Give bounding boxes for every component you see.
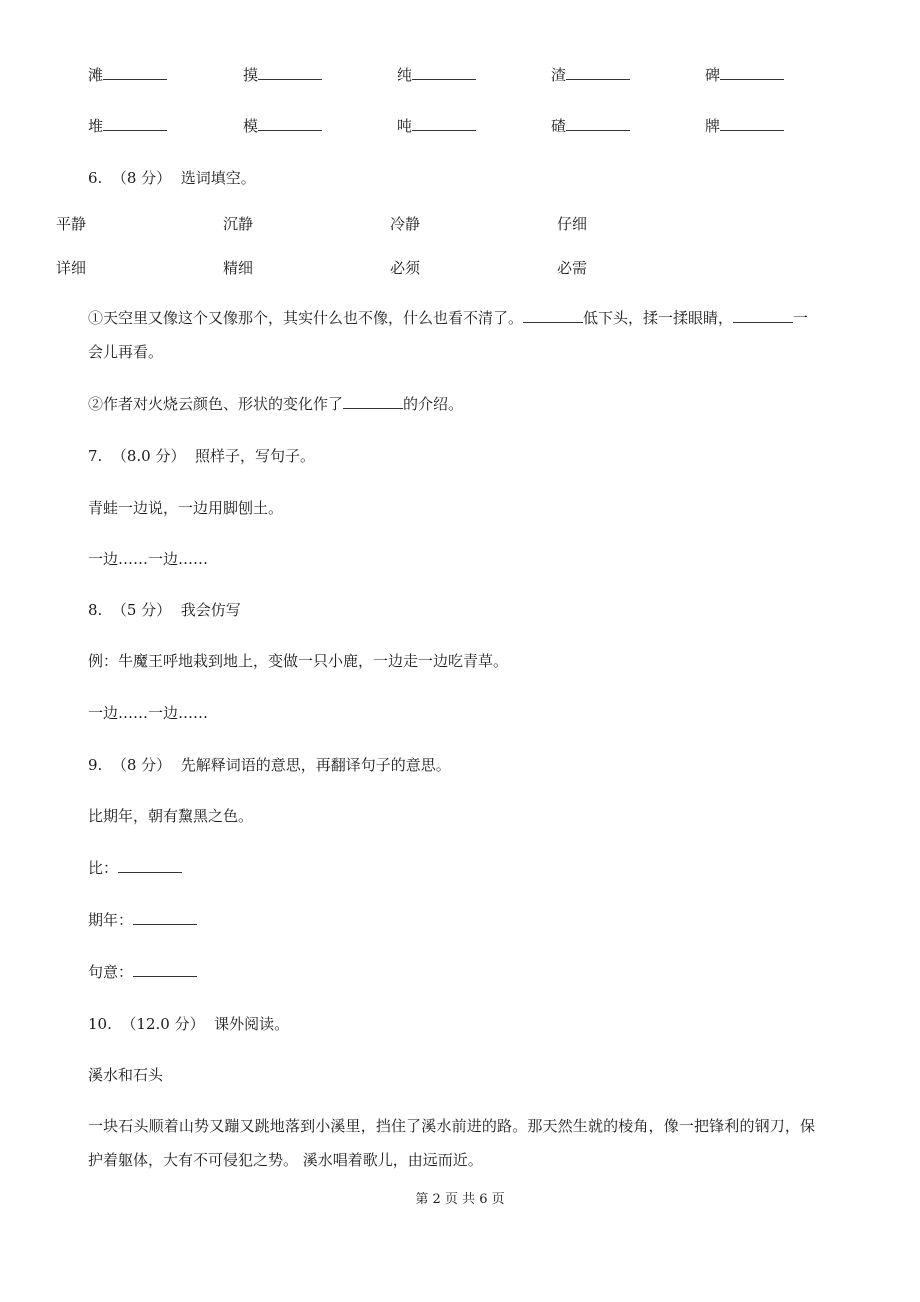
answer-blank[interactable] <box>258 65 322 80</box>
question-title: 先解释词语的意思，再翻译句子的意思。 <box>180 756 451 774</box>
q6-sentence-2 <box>88 394 463 414</box>
char: 渣 <box>551 66 567 84</box>
question-number: 6. <box>88 169 103 187</box>
question-number: 10. <box>88 1015 112 1033</box>
question-10-heading <box>88 1014 289 1034</box>
answer-blank[interactable] <box>133 962 197 977</box>
word-option: 仔细 <box>557 215 588 233</box>
char: 碴 <box>551 117 567 135</box>
answer-blank[interactable] <box>412 116 476 131</box>
answer-blank[interactable] <box>566 65 630 80</box>
question-number: 8. <box>88 601 103 619</box>
answer-blank[interactable] <box>720 65 784 80</box>
q9-bi-row <box>88 858 182 878</box>
char-cell <box>88 65 167 85</box>
char: 碑 <box>705 66 721 84</box>
char-cell <box>397 116 476 136</box>
answer-blank[interactable] <box>133 910 197 925</box>
char: 纯 <box>397 66 413 84</box>
word-option: 必须 <box>390 259 421 277</box>
answer-blank[interactable] <box>258 116 322 131</box>
question-number: 9. <box>88 756 103 774</box>
char-cell <box>243 116 322 136</box>
word-option: 冷静 <box>390 215 421 233</box>
answer-blank[interactable] <box>566 116 630 131</box>
word-option: 沉静 <box>223 215 254 233</box>
q7-example: 青蛙一边说，一边用脚刨土。 <box>88 499 284 517</box>
char: 牌 <box>705 117 721 135</box>
sentence-text: 一 <box>793 309 809 327</box>
question-9-heading <box>88 755 451 775</box>
question-title: 课外阅读。 <box>214 1015 290 1033</box>
question-number: 7. <box>88 447 103 465</box>
char-cell <box>551 65 630 85</box>
answer-blank[interactable] <box>720 116 784 131</box>
char: 模 <box>243 117 259 135</box>
question-title: 选词填空。 <box>180 169 256 187</box>
word-option: 必需 <box>557 259 588 277</box>
answer-blank[interactable] <box>412 65 476 80</box>
char: 摸 <box>243 66 259 84</box>
question-7-heading <box>88 446 315 466</box>
q9-qinian-row <box>88 910 197 930</box>
sentence-text: ①天空里又像这个又像那个，其实什么也不像，什么也看不清了。 <box>88 309 524 327</box>
question-8-heading <box>88 600 241 620</box>
q6-sentence-1-cont: 会儿再看。 <box>88 343 164 361</box>
word-option: 详细 <box>56 259 87 277</box>
char-cell <box>88 116 167 136</box>
char-cell <box>705 65 784 85</box>
passage-title: 溪水和石头 <box>88 1066 164 1084</box>
answer-blank[interactable] <box>343 394 403 409</box>
question-score: （12.0 分） <box>121 1015 205 1033</box>
q7-pattern: 一边……一边…… <box>88 550 209 568</box>
sentence-text: 低下头，揉一揉眼睛， <box>583 309 734 327</box>
question-title: 我会仿写 <box>180 601 241 619</box>
q6-sentence-1 <box>88 308 808 328</box>
word-option: 平静 <box>56 215 87 233</box>
sentence-text: ②作者对火烧云颜色、形状的变化作了 <box>88 395 344 413</box>
q8-example: 例：牛魔王呼地栽到地上，变做一只小鹿，一边走一边吃青草。 <box>88 652 509 670</box>
question-score: （8.0 分） <box>111 447 186 465</box>
char: 堆 <box>88 117 104 135</box>
char-cell <box>243 65 322 85</box>
question-score: （5 分） <box>111 601 172 619</box>
answer-blank[interactable] <box>733 308 793 323</box>
char: 滩 <box>88 66 104 84</box>
answer-blank[interactable] <box>103 116 167 131</box>
question-title: 照样子，写句子。 <box>195 447 316 465</box>
q9-juyi-row <box>88 962 197 982</box>
answer-blank[interactable] <box>118 858 182 873</box>
passage-line: 一块石头顺着山势又蹦又跳地落到小溪里，挡住了溪水前进的路。那天然生就的棱角，像一把锋利的钢刀，保 <box>88 1117 816 1135</box>
word-option: 精细 <box>223 259 254 277</box>
question-score: （8 分） <box>111 169 172 187</box>
char: 吨 <box>397 117 413 135</box>
question-6-heading <box>88 168 256 188</box>
passage-line: 护着躯体，大有不可侵犯之势。 溪水唱着歌儿，由远而近。 <box>88 1151 483 1169</box>
field-label: 期年： <box>88 911 134 929</box>
char-cell <box>397 65 476 85</box>
question-score: （8 分） <box>111 756 172 774</box>
field-label: 句意： <box>88 963 134 981</box>
q9-sentence: 比期年，朝有黧黑之色。 <box>88 807 254 825</box>
field-label: 比： <box>88 859 119 877</box>
sentence-text: 的介绍。 <box>403 395 464 413</box>
q8-pattern: 一边……一边…… <box>88 704 209 722</box>
answer-blank[interactable] <box>523 308 583 323</box>
answer-blank[interactable] <box>103 65 167 80</box>
char-cell <box>705 116 784 136</box>
page-footer: 第 2 页 共 6 页 <box>415 1192 505 1207</box>
char-cell <box>551 116 630 136</box>
